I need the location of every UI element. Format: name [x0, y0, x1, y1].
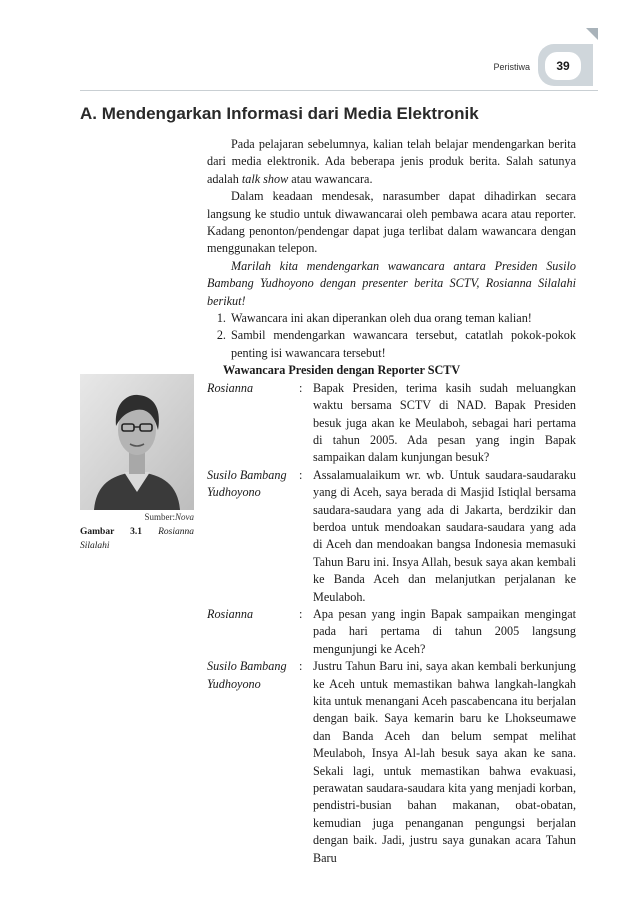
paragraph-emergency: Dalam keadaan mendesak, narasumber dapat dihadirkan secara langsung ke studio untuk diwawancarai oleh pembawa acara atau reporter. Kadang penonton/pendengar dapat juga terlibat dalam wawancara dengan menggunakan telepon.	[207, 189, 576, 256]
interview-title: Wawancara Presiden dengan Reporter SCTV	[223, 363, 461, 378]
speaker-name: Susilo Bambang Yudhoyono	[207, 659, 287, 691]
portrait-illustration	[80, 374, 194, 510]
step-item: 2. Sambil mendengarkan wawancara tersebut, catatlah pokok-pokok penting isi wawancara tersebut!	[229, 327, 576, 362]
step-item: 1. Wawancara ini akan diperankan oleh dua orang teman kalian!	[229, 310, 576, 327]
colon: :	[299, 380, 303, 395]
speaker-name: Rosianna	[207, 380, 254, 395]
paragraph-intro-end: atau wawancara.	[288, 171, 373, 186]
main-content	[207, 136, 576, 867]
caption-text: Rosianna Silalahi	[80, 527, 194, 551]
steps-list	[207, 310, 576, 362]
speech-text: Apa pesan yang ingin Bapak sampaikan mengingat pada hari pertama di tahun 2005 langsung mengunjungi ke Aceh?	[313, 606, 576, 656]
speech-text: Justru Tahun Baru ini, saya akan kembali berkunjung ke Aceh untuk memastikan bahwa langkah-langkah kita untuk menangani Aceh pascabencana itu berjalan dengan baik. Saya kemarin baru ke Lhokseumawe dan Banda Aceh dan belum sempat melihat Meulaboh, Insya Al-lah besuk saya akan ke sana. Sekali lagi, untuk memastikan bahwa evakuasi, perawatan saudara-saudara kita yang menjadi korban, pendistri-busian bahan makanan, obat-obatan, kemudian juga penanganan pengungsi berjalan dengan baik. Jadi, justru saya gunakan acara Tahun Baru	[313, 659, 576, 865]
page-number: 39	[545, 52, 581, 80]
dialogue-block	[207, 380, 576, 867]
colon: :	[299, 659, 303, 674]
paragraph-invitation: Marilah kita mendengarkan wawancara antara Presiden Susilo Bambang Yudhoyono dengan presenter berita SCTV, Rosianna Silalahi berikut!	[207, 258, 576, 308]
colon: :	[299, 606, 303, 621]
talk-show-term: talk show	[241, 171, 289, 186]
photo-source	[80, 512, 194, 522]
photo-source-label: Sumber:	[144, 512, 175, 522]
photo-source-name: Nova	[175, 512, 194, 522]
page-corner-fold	[586, 28, 598, 40]
paragraph-intro-text: Pada pelajaran sebelumnya, kalian telah belajar mendengarkan berita dari media elektronik. Ada beberapa jenis produk berita. Salah satunya adalah	[207, 137, 576, 186]
header-rule	[80, 90, 598, 91]
chapter-label: Peristiwa	[493, 62, 530, 72]
speaker-name: Rosianna	[207, 606, 254, 621]
caption-number: Gambar 3.1	[80, 527, 143, 537]
portrait-photo	[80, 374, 194, 510]
speaker-name: Susilo Bambang Yudhoyono	[207, 467, 287, 500]
photo-caption	[80, 525, 194, 553]
speech-text: Bapak Presiden, terima kasih sudah meluangkan waktu bersama SCTV di NAD. Bapak Presiden besuk juga akan ke Meulaboh, sebagai hari pertama di tahun 2005. Ada pesan yang ingin Bapak sampaikan dalam kunjungan besuk?	[313, 380, 576, 465]
colon: :	[299, 467, 303, 482]
section-title: A. Mendengarkan Informasi dari Media Elektronik	[80, 104, 479, 123]
paragraph-intro	[207, 136, 576, 188]
speech-text: Assalamualaikum wr. wb. Untuk saudara-saudaraku yang di Aceh, saya berada di Masjid Istiqlal bersama saudara-saudara yang ada di Jakarta, berdzikir dan berdoa untuk mendoakan saudara-saudara yang ada di Aceh dan mendoakan bangsa Indonesia memasuki Tahun Baru ini. Insya Allah, besuk saya akan kembali ke Banda Aceh dan melanjutkan perjalanan ke Meulaboh.	[313, 467, 576, 604]
